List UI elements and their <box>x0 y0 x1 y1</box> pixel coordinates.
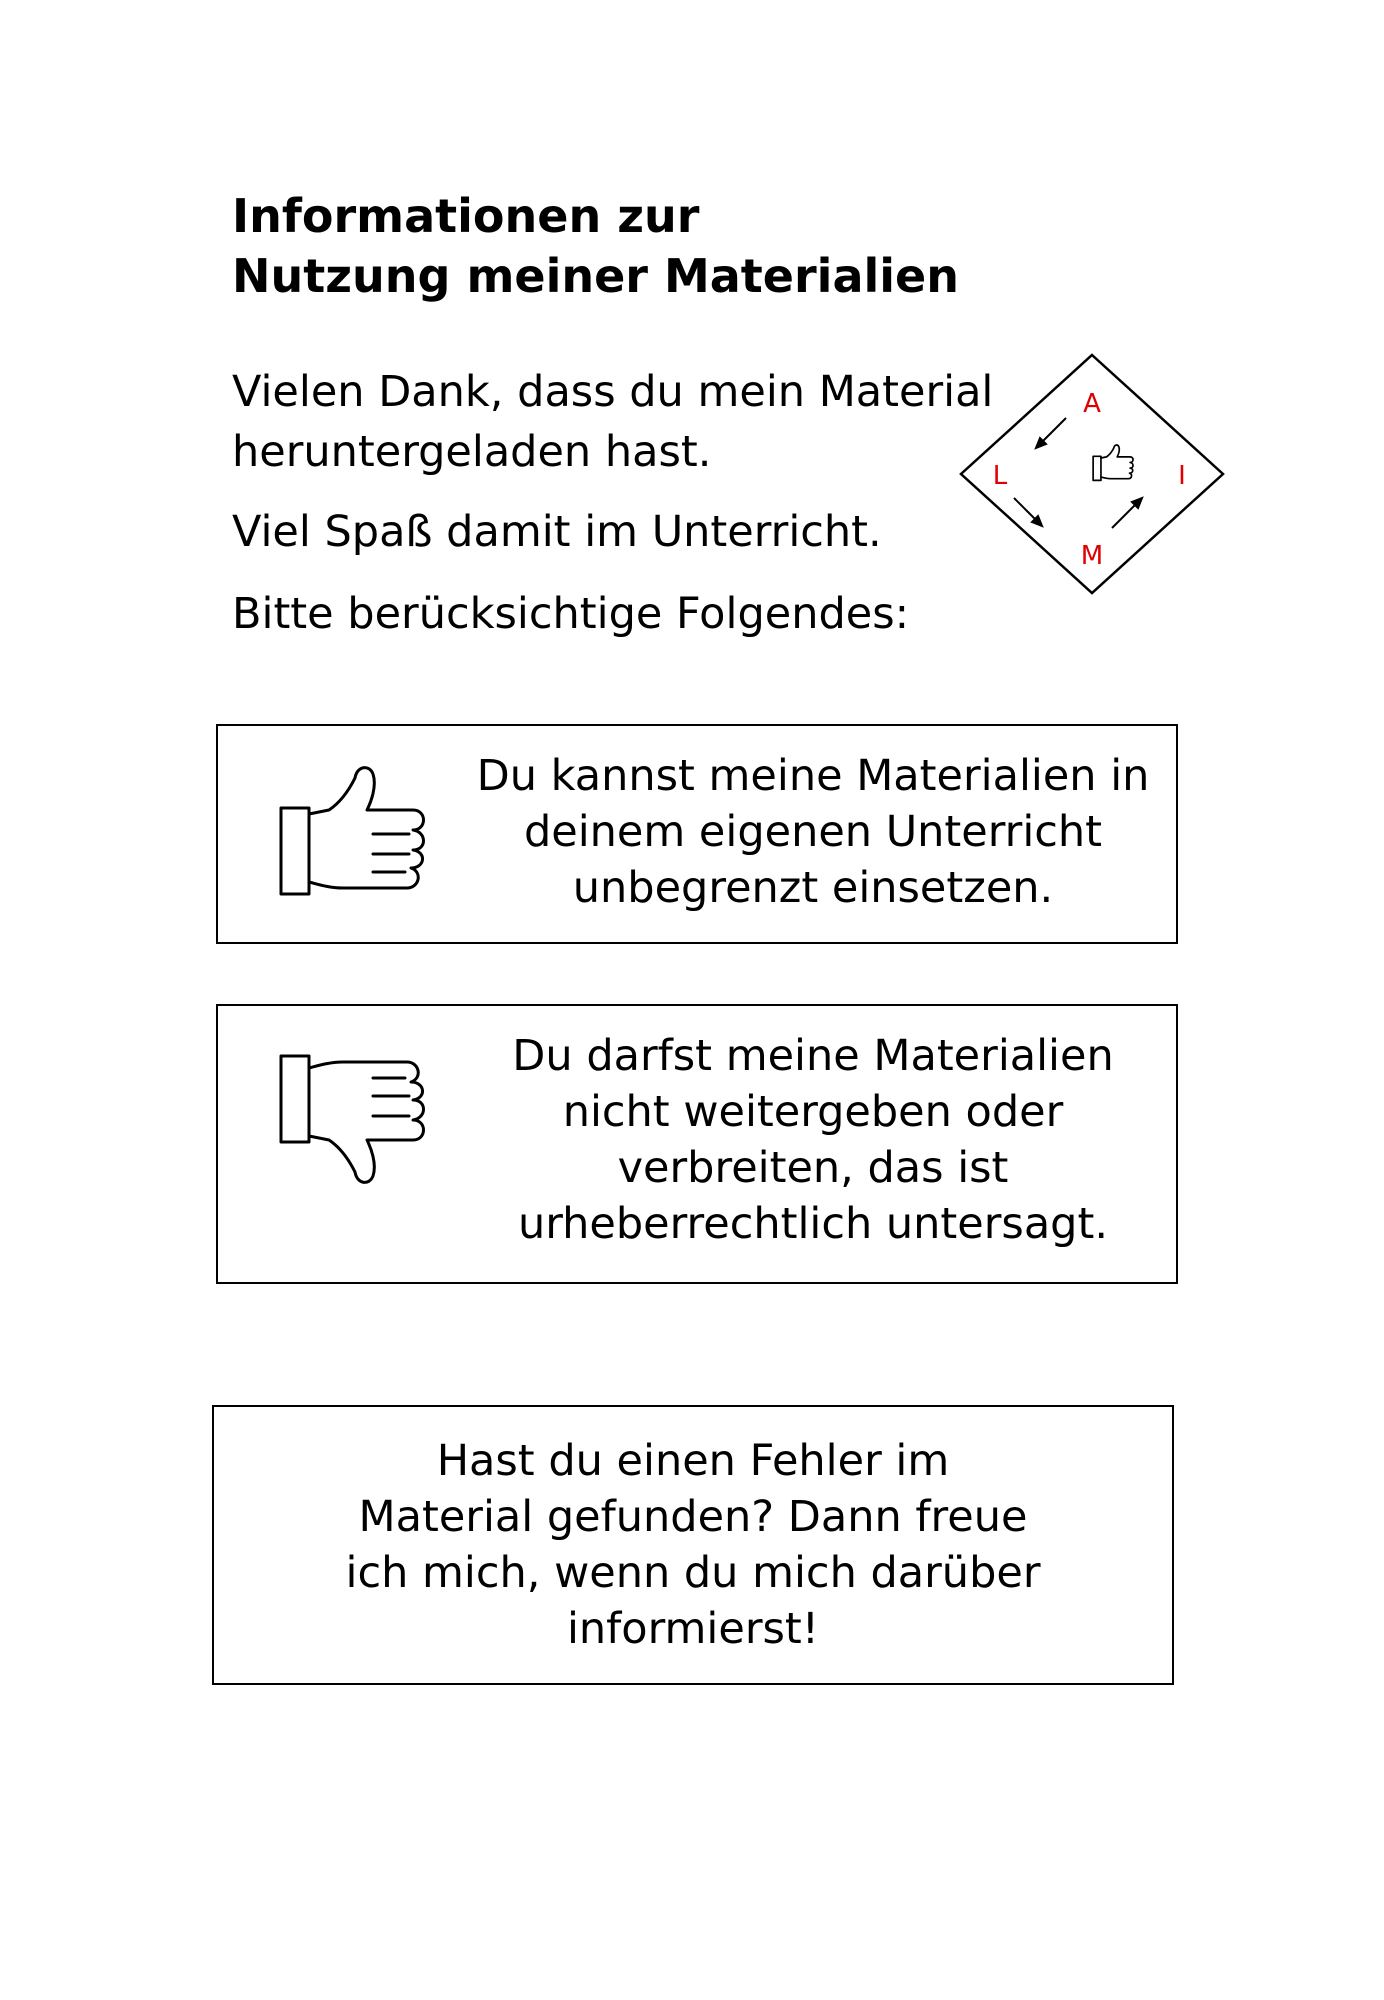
intro-text <box>232 362 993 644</box>
feedback-line: Material gefunden? Dann freue <box>358 1492 1028 1542</box>
rule-line: urheberrechtlich untersagt. <box>517 1199 1109 1249</box>
feedback-line: ich mich, wenn du mich darüber <box>345 1548 1041 1598</box>
logo-letter-l: L <box>992 461 1008 491</box>
rule-line: Du kannst meine Materialien in <box>476 751 1150 801</box>
rule-forbidden-box <box>216 1004 1178 1284</box>
logo-arrow-icon <box>1014 498 1042 526</box>
feedback-line: informierst! <box>566 1604 820 1654</box>
logo-diamond <box>958 352 1226 596</box>
rule-forbidden-text <box>454 1028 1172 1252</box>
thumbs-down-icon <box>274 1046 440 1186</box>
intro-line-3: Viel Spaß damit im Unterricht. <box>232 507 882 557</box>
intro-line-2: heruntergeladen hast. <box>232 427 712 477</box>
rule-line: nicht weitergeben oder <box>562 1087 1064 1137</box>
rule-line: verbreiten, das ist <box>617 1143 1009 1193</box>
title-line-2: Nutzung meiner Materialien <box>232 249 959 303</box>
feedback-text <box>214 1433 1172 1657</box>
intro-line-1: Vielen Dank, dass du mein Material <box>232 367 994 417</box>
logo-arrow-icon <box>1036 418 1066 448</box>
thumbs-up-icon <box>274 764 440 904</box>
thumbs-up-icon <box>1093 445 1133 480</box>
intro-line-4: Bitte berücksichtige Folgendes: <box>232 589 910 639</box>
logo-arrow-icon <box>1112 498 1142 528</box>
page-title <box>232 186 959 306</box>
rule-allowed-text <box>454 748 1172 916</box>
logo-letter-i: I <box>1178 461 1186 491</box>
rule-line: unbegrenzt einsetzen. <box>572 863 1054 913</box>
logo-letter-m: M <box>1080 541 1104 571</box>
feedback-line: Hast du einen Fehler im <box>436 1436 950 1486</box>
title-line-1: Informationen zur <box>232 189 700 243</box>
rule-line: deinem eigenen Unterricht <box>523 807 1103 857</box>
feedback-box <box>212 1405 1174 1685</box>
rule-line: Du darfst meine Materialien <box>512 1031 1114 1081</box>
logo-letter-a: A <box>1083 389 1101 419</box>
rule-allowed-box <box>216 724 1178 944</box>
